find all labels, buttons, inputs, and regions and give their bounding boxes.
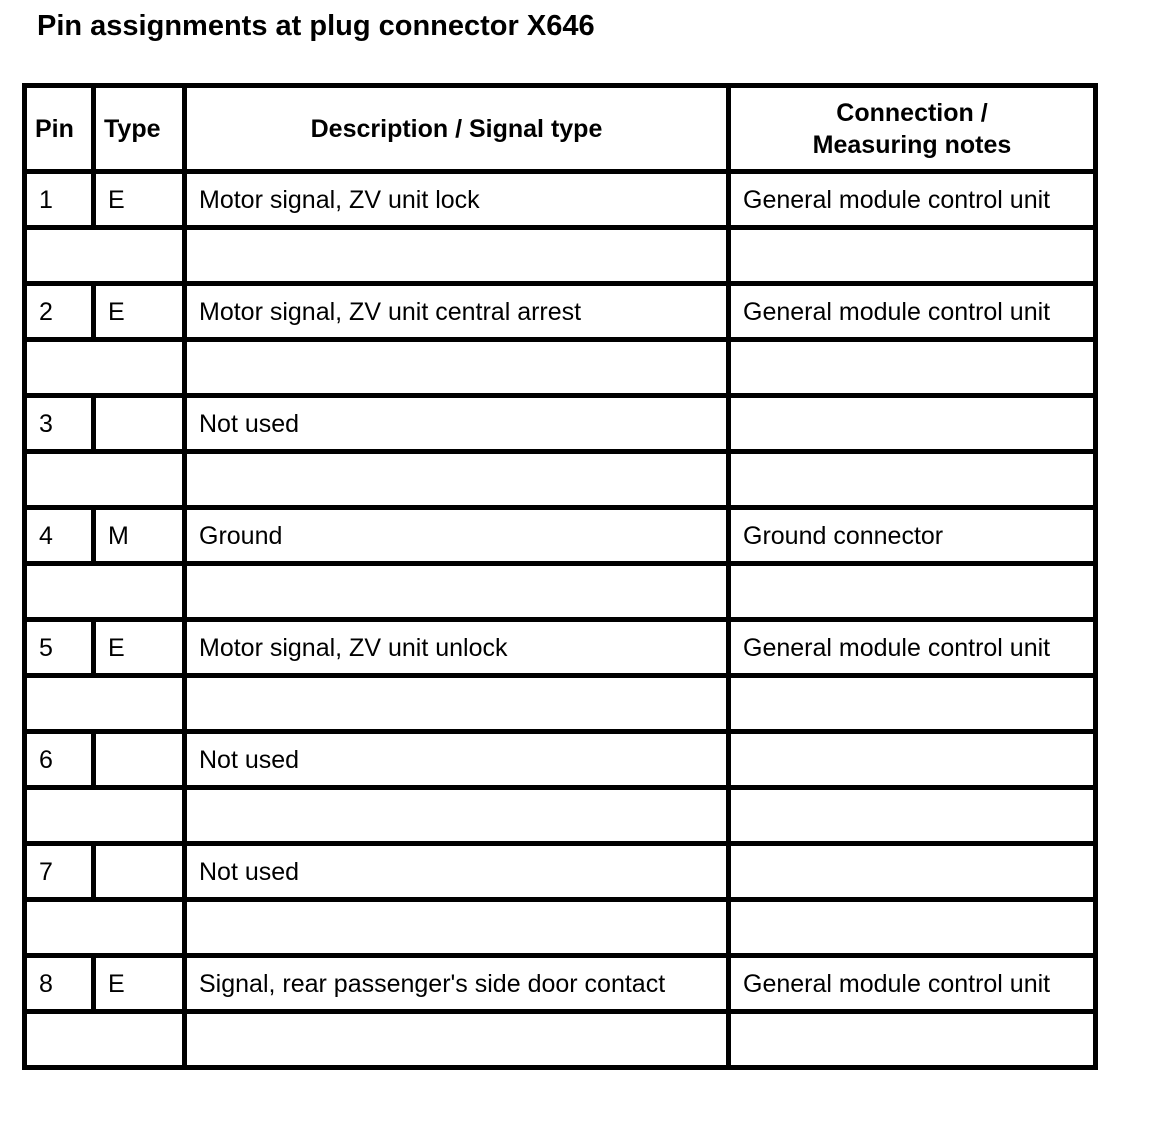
spacer-cell <box>25 900 185 956</box>
description-cell: Motor signal, ZV unit central arrest <box>185 284 729 340</box>
table-row <box>25 732 1096 788</box>
spacer-cell <box>185 1012 729 1068</box>
pin-cell: 1 <box>25 172 94 228</box>
type-cell: E <box>94 172 185 228</box>
spacer-cell <box>185 340 729 396</box>
header-pin: Pin <box>25 86 94 172</box>
connection-cell <box>729 732 1096 788</box>
spacer-row <box>25 340 1096 396</box>
pin-cell: 7 <box>25 844 94 900</box>
spacer-row <box>25 788 1096 844</box>
connection-cell: General module control unit <box>729 172 1096 228</box>
spacer-cell <box>185 228 729 284</box>
connection-cell: General module control unit <box>729 620 1096 676</box>
description-cell: Motor signal, ZV unit lock <box>185 172 729 228</box>
header-description: Description / Signal type <box>185 86 729 172</box>
spacer-cell <box>185 788 729 844</box>
spacer-cell <box>729 452 1096 508</box>
spacer-row <box>25 676 1096 732</box>
page-title: Pin assignments at plug connector X646 <box>37 10 595 42</box>
description-cell: Not used <box>185 732 729 788</box>
pin-cell: 6 <box>25 732 94 788</box>
description-cell: Ground <box>185 508 729 564</box>
connection-cell: General module control unit <box>729 956 1096 1012</box>
type-cell: E <box>94 956 185 1012</box>
spacer-cell <box>185 452 729 508</box>
header-connection-line1: Connection / <box>836 98 988 127</box>
spacer-cell <box>25 452 185 508</box>
table-row <box>25 620 1096 676</box>
type-cell: E <box>94 620 185 676</box>
spacer-cell <box>185 900 729 956</box>
spacer-cell <box>25 228 185 284</box>
table-row <box>25 956 1096 1012</box>
spacer-cell <box>729 676 1096 732</box>
spacer-row <box>25 452 1096 508</box>
table-row <box>25 844 1096 900</box>
header-connection <box>729 86 1096 172</box>
table-row <box>25 284 1096 340</box>
type-cell <box>94 396 185 452</box>
spacer-row <box>25 564 1096 620</box>
pin-assignment-table <box>22 83 1098 1070</box>
connection-cell <box>729 844 1096 900</box>
spacer-cell <box>25 788 185 844</box>
pin-cell: 4 <box>25 508 94 564</box>
table-row <box>25 396 1096 452</box>
header-connection-line2: Measuring notes <box>812 130 1012 159</box>
type-cell <box>94 844 185 900</box>
spacer-cell <box>25 676 185 732</box>
spacer-cell <box>25 1012 185 1068</box>
spacer-row <box>25 1012 1096 1068</box>
type-cell <box>94 732 185 788</box>
spacer-cell <box>185 564 729 620</box>
header-row <box>25 86 1096 172</box>
type-cell: M <box>94 508 185 564</box>
pin-cell: 8 <box>25 956 94 1012</box>
connection-cell: Ground connector <box>729 508 1096 564</box>
spacer-cell <box>729 340 1096 396</box>
spacer-cell <box>729 788 1096 844</box>
connection-cell: General module control unit <box>729 284 1096 340</box>
spacer-row <box>25 900 1096 956</box>
pin-cell: 3 <box>25 396 94 452</box>
description-cell: Signal, rear passenger's side door contact <box>185 956 729 1012</box>
spacer-cell <box>729 228 1096 284</box>
table-row <box>25 508 1096 564</box>
pin-cell: 2 <box>25 284 94 340</box>
spacer-cell <box>25 340 185 396</box>
pin-cell: 5 <box>25 620 94 676</box>
type-cell: E <box>94 284 185 340</box>
description-cell: Not used <box>185 844 729 900</box>
header-type: Type <box>94 86 185 172</box>
spacer-cell <box>185 676 729 732</box>
spacer-cell <box>729 564 1096 620</box>
spacer-row <box>25 228 1096 284</box>
spacer-cell <box>25 564 185 620</box>
description-cell: Motor signal, ZV unit unlock <box>185 620 729 676</box>
spacer-cell <box>729 900 1096 956</box>
table-row <box>25 172 1096 228</box>
connection-cell <box>729 396 1096 452</box>
description-cell: Not used <box>185 396 729 452</box>
spacer-cell <box>729 1012 1096 1068</box>
